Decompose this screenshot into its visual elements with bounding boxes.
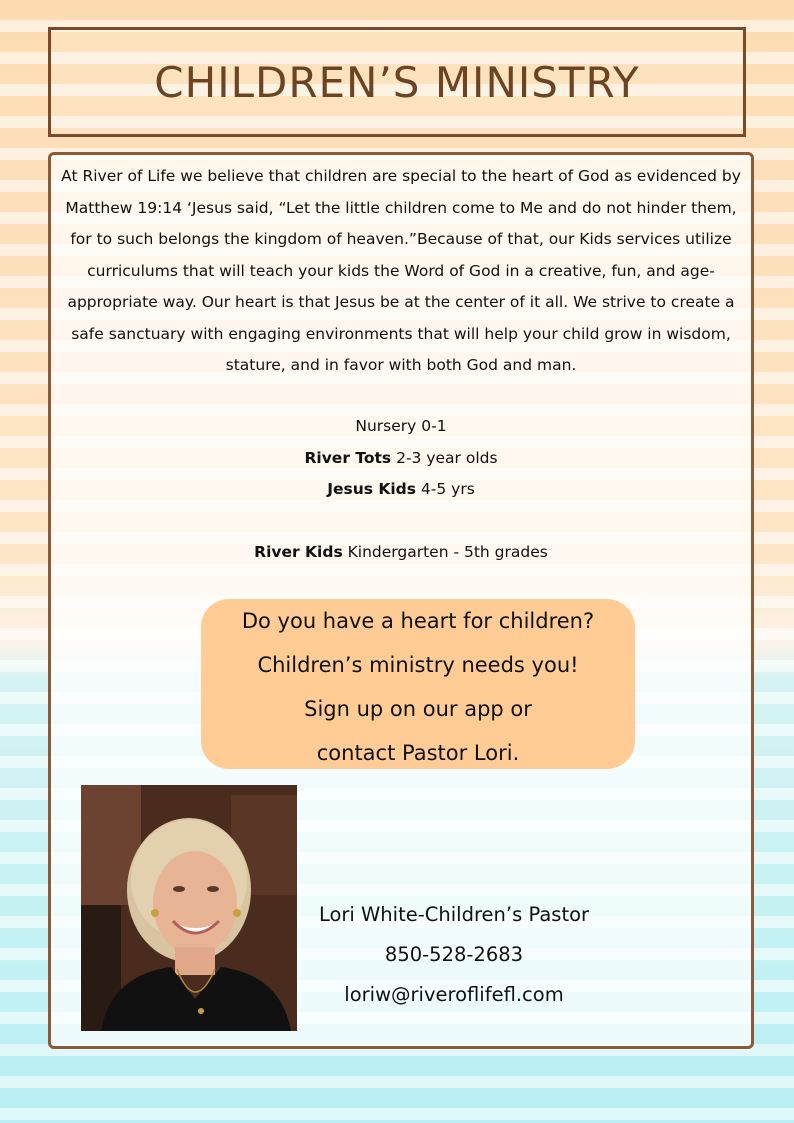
contact-phone[interactable]: 850-528-2683 [384,943,524,966]
intro-paragraph: At River of Life we believe that children are special to the heart of God as evidenced by Matthew 19:14 ‘Jesus said, “Let the little children come to Me and do not hinder them, for to such belongs the kingdom of heaven.”Because of that, our Kids services utilize curriculums that will teach your kids the Word of God in a creative, fun, and age-appropriate way. Our heart is that Jesus be at the center of it all. We strive to create a safe sanctuary with engaging environments that will help your child grow in wisdom, stature, and in favor with both God and man. [61,167,741,374]
program-nursery: Nursery 0-1 [355,417,447,435]
portrait-image [81,785,297,1031]
program-river-tots [51,443,751,475]
callout-line: Sign up on our app or [304,697,532,721]
contact-block [309,895,599,1015]
program-list [51,411,751,569]
contact-name: Lori White-Children’s Pastor [318,903,590,926]
program-jesus-kids [51,474,751,506]
page-title: CHILDREN’S MINISTRY [154,57,640,107]
program-ages: Kindergarten - 5th grades [342,543,548,561]
callout-line: Children’s ministry needs you! [257,653,579,677]
content-card [48,152,754,1049]
program-river-kids [51,537,751,569]
callout-line: Do you have a heart for children? [241,609,595,633]
program-ages: 4-5 yrs [416,480,475,498]
program-name: Jesus Kids [327,480,416,498]
program-name: River Kids [254,543,343,561]
volunteer-callout [201,599,635,769]
pastor-photo [81,785,297,1031]
callout-line: contact Pastor Lori. [316,741,520,765]
contact-email[interactable]: loriw@riveroflifefl.com [344,983,564,1006]
title-box [48,27,746,137]
program-ages: 2-3 year olds [391,448,498,467]
program-name: River Tots [304,448,392,467]
